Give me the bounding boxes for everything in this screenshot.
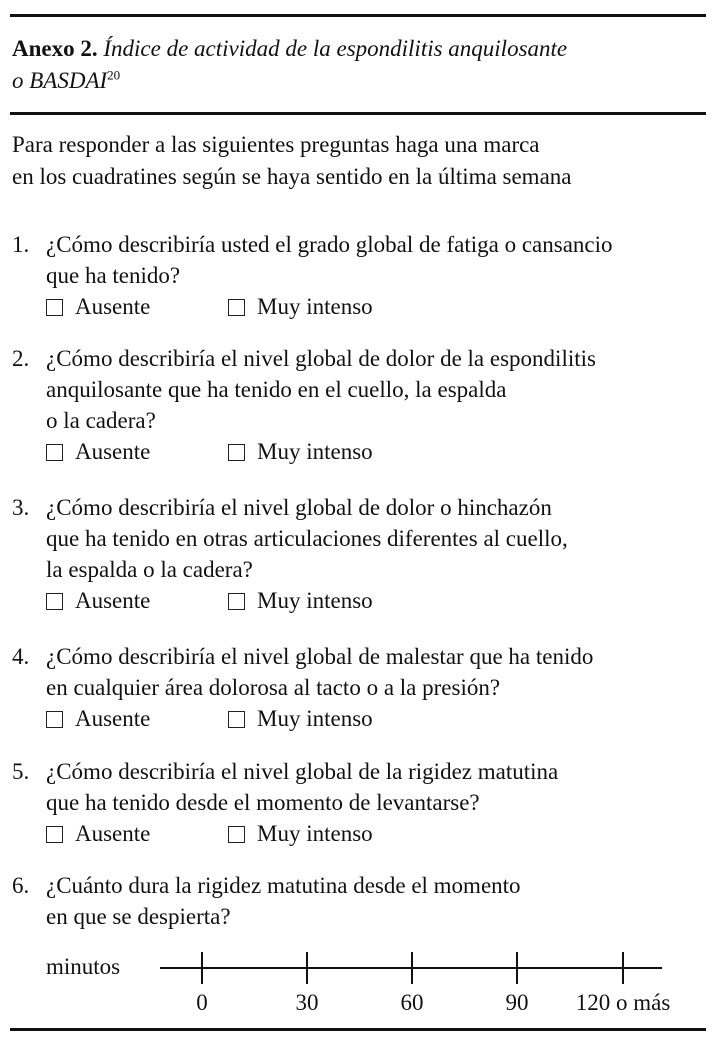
reference-number: 20: [107, 67, 121, 83]
instructions-line1: Para responder a las siguientes preguntas haga una marca: [12, 132, 540, 157]
scale-tick: [622, 952, 624, 984]
option-ausente[interactable]: [46, 818, 150, 849]
checkbox[interactable]: [228, 711, 245, 728]
question-3: [12, 492, 712, 616]
duration-scale[interactable]: [46, 952, 686, 1022]
option-ausente[interactable]: [46, 291, 150, 322]
option-label: Muy intenso: [257, 294, 373, 319]
question-text-line: ¿Cuánto dura la rigidez matutina desde el momento: [46, 873, 521, 898]
annex-title: [12, 33, 702, 97]
option-muy-intenso[interactable]: [228, 585, 373, 616]
checkbox[interactable]: [46, 444, 63, 461]
title-rule: [10, 112, 706, 115]
question-text-line: anquilosante que ha tenido en el cuello, la espalda: [46, 377, 507, 402]
question-text-line: ¿Cómo describiría el nivel global de malestar que ha tenido: [46, 644, 594, 669]
option-label: Muy intenso: [257, 706, 373, 731]
question-4: [12, 641, 712, 734]
question-text-line: que ha tenido desde el momento de levantarse?: [46, 790, 480, 815]
scale-tick: [201, 952, 203, 984]
question-text-line: que ha tenido en otras articulaciones diferentes al cuello,: [46, 526, 568, 551]
checkbox[interactable]: [46, 826, 63, 843]
annex-label: Anexo 2.: [12, 36, 98, 61]
bottom-rule: [10, 1028, 706, 1031]
question-number: 5.: [12, 759, 30, 784]
scale-tick: [516, 952, 518, 984]
question-text-line: o la cadera?: [46, 408, 156, 433]
checkbox[interactable]: [46, 299, 63, 316]
instructions: [12, 129, 702, 193]
checkbox[interactable]: [228, 444, 245, 461]
question-number: 2.: [12, 346, 30, 371]
question-text-line: ¿Cómo describiría usted el grado global de fatiga o cansancio: [46, 232, 613, 257]
option-ausente[interactable]: [46, 703, 150, 734]
option-muy-intenso[interactable]: [228, 436, 373, 467]
annex-title-line1: Índice de actividad de la espondilitis anquilosante: [103, 36, 568, 61]
question-text-line: que ha tenido?: [46, 263, 181, 288]
scale-tick-label: 60: [400, 990, 424, 1015]
option-label: Muy intenso: [257, 588, 373, 613]
option-muy-intenso[interactable]: [228, 818, 373, 849]
option-label: Ausente: [75, 588, 151, 613]
checkbox[interactable]: [228, 299, 245, 316]
scale-tick-label: 0: [196, 990, 208, 1015]
option-label: Ausente: [75, 294, 151, 319]
instructions-line2: en los cuadratines según se haya sentido en la última semana: [12, 164, 572, 189]
option-label: Ausente: [75, 821, 151, 846]
question-text-line: ¿Cómo describiría el nivel global de la rigidez matutina: [46, 759, 559, 784]
checkbox[interactable]: [46, 711, 63, 728]
question-2: [12, 343, 712, 467]
scale-tick: [306, 952, 308, 984]
question-text-line: en cualquier área dolorosa al tacto o a la presión?: [46, 675, 501, 700]
top-rule: [10, 14, 706, 17]
question-6: [12, 870, 712, 932]
checkbox[interactable]: [228, 593, 245, 610]
scale-unit-label: minutos: [46, 954, 121, 979]
question-text-line: en que se despierta?: [46, 904, 231, 929]
option-muy-intenso[interactable]: [228, 291, 373, 322]
scale-tick-label: 120 o más: [575, 990, 671, 1015]
annex-title-line2: o BASDAI: [12, 68, 108, 93]
question-text-line: ¿Cómo describiría el nivel global de dolor de la espondilitis: [46, 346, 596, 371]
option-label: Muy intenso: [257, 439, 373, 464]
scale-tick-label: 90: [505, 990, 529, 1015]
checkbox[interactable]: [228, 826, 245, 843]
question-number: 6.: [12, 873, 30, 898]
question-text-line: la espalda o la cadera?: [46, 557, 253, 582]
option-label: Ausente: [75, 706, 151, 731]
option-label: Muy intenso: [257, 821, 373, 846]
option-label: Ausente: [75, 439, 151, 464]
question-number: 4.: [12, 644, 30, 669]
question-number: 3.: [12, 495, 30, 520]
question-1: [12, 229, 712, 322]
scale-tick-label: 30: [295, 990, 319, 1015]
option-ausente[interactable]: [46, 585, 150, 616]
option-muy-intenso[interactable]: [228, 703, 373, 734]
checkbox[interactable]: [46, 593, 63, 610]
scale-tick: [411, 952, 413, 984]
question-number: 1.: [12, 232, 30, 257]
option-ausente[interactable]: [46, 436, 150, 467]
question-text-line: ¿Cómo describiría el nivel global de dolor o hinchazón: [46, 495, 552, 520]
question-5: [12, 756, 712, 849]
